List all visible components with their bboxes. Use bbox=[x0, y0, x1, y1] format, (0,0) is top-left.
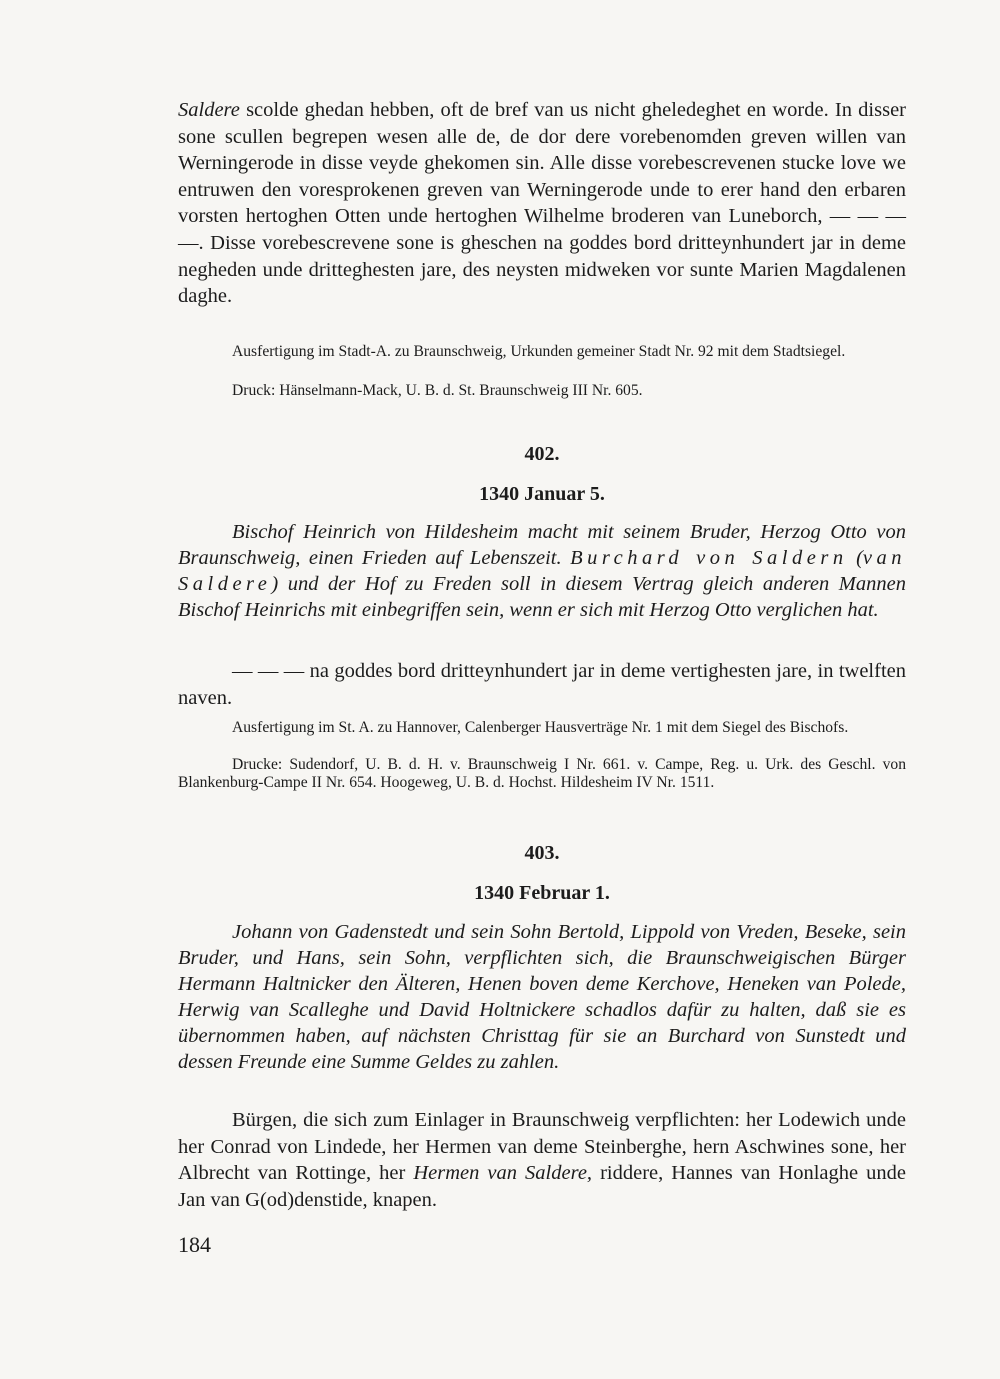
paragraph-text: scolde ghedan hebben, oft de bref van us nicht gheledeghet en worde. In disser sone scullen begrepen wesen alle de, de dor dere vorebenomden greven willen van Werningerode in disse veyde ghekomen sin. Alle disse vorebescrevenen stucke love we entruwen den voresprokenen greven van Werningerode unde to erer hand den erbaren vorsten hertoghen Otten unde hertoghen Wilhelme broderen van Luneborch, — — — —. Disse vorebescrevene sone is gheschen na goddes bord dritteynhundert jar in deme negheden unde dritteghesten jare, des neysten midweken vor sunte Marien Magdalenen daghe. bbox=[178, 99, 906, 308]
italic-name: Saldere bbox=[178, 99, 240, 121]
document-date-402: 1340 Januar 5. bbox=[479, 483, 605, 505]
source-note-drucke-402: Drucke: Sudendorf, U. B. d. H. v. Braunschweig I Nr. 661. v. Campe, Reg. u. Urk. des Geschl. von Blankenburg-Campe II Nr. 654. Hoogeweg, U. B. d. Hochst. Hildesheim IV Nr. 1511. bbox=[178, 756, 906, 792]
spaced-name: van Saldere bbox=[178, 547, 907, 595]
continued-text-paragraph bbox=[178, 97, 906, 310]
paragraph-text: riddere, Hannes van Honlaghe unde Jan van G(od)denstide, knapen. bbox=[178, 1162, 906, 1211]
document-date-403: 1340 Februar 1. bbox=[474, 882, 610, 904]
document-text-402: — — — na goddes bord dritteynhundert jar in deme vertighesten jare, in twelften naven. bbox=[178, 660, 906, 709]
source-note-ausfertigung-402: Ausfertigung im St. A. zu Hannover, Calenberger Hausverträge Nr. 1 mit dem Siegel des Bischofs. bbox=[232, 719, 849, 736]
spaced-name: Burchard von Saldern bbox=[570, 547, 848, 569]
document-number-403: 403. bbox=[524, 842, 560, 864]
regest-text: ( bbox=[847, 547, 863, 569]
source-note-ausfertigung-401: Ausfertigung im Stadt-A. zu Braunschweig, Urkunden gemeiner Stadt Nr. 92 mit dem Stadtsiegel. bbox=[232, 343, 846, 360]
regest-402 bbox=[178, 519, 906, 623]
regest-text: ) und der Hof zu Freden soll in diesem Vertrag gleich anderen Mannen Bischof Heinrichs mit einbegriffen sein, wenn er sich mit Herzog Otto verglichen hat. bbox=[178, 573, 906, 621]
paragraph-text: Bürgen, die sich zum Einlager in Braunschweig verpflichten: her Lodewich unde her Conrad von Lindede, her Hermen van deme Steinberghe, hern Aschwines sone, her Albrecht van Rottinge, her bbox=[178, 1109, 906, 1185]
page-number: 184 bbox=[178, 1232, 211, 1257]
source-note-druck-401: Druck: Hänselmann-Mack, U. B. d. St. Braunschweig III Nr. 605. bbox=[232, 382, 643, 399]
document-number-402: 402. bbox=[524, 443, 560, 465]
document-text-403 bbox=[178, 1107, 906, 1213]
regest-text: Bischof Heinrich von Hildesheim macht mit seinem Bruder, Herzog Otto von Braunschweig, einen Frieden auf Lebenszeit. bbox=[178, 521, 906, 569]
italic-name: Hermen van Saldere, bbox=[413, 1162, 593, 1185]
regest-403: Johann von Gadenstedt und sein Sohn Bertold, Lippold von Vreden, Beseke, sein Bruder, und Hans, sein Sohn, verpflichten sich, die Braunschweigischen Bürger Hermann Haltnicker den Älteren, Henen boven deme Kerchove, Heneken van Polede, Herwig van Scalleghe und David Holtnickere schadlos dafür zu halten, daß sie es übernommen haben, auf nächsten Christtag für sie an Burchard von Sunstedt und dessen Freunde eine Summe Geldes zu zahlen. bbox=[178, 921, 906, 1073]
